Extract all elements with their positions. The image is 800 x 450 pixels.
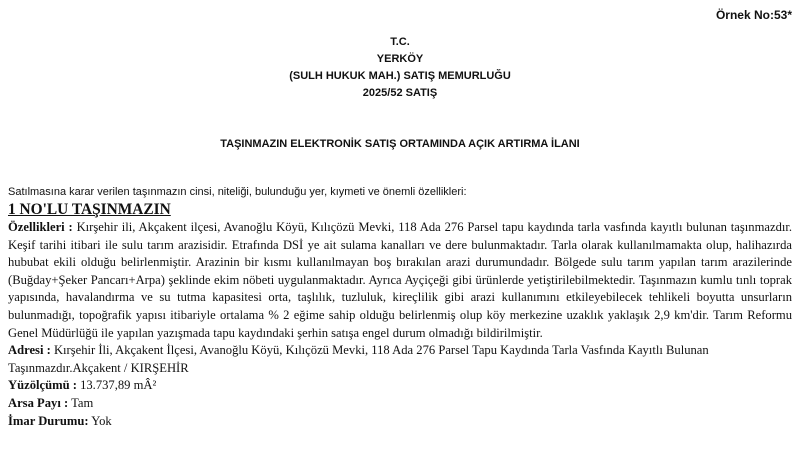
area-value: 13.737,89 mÂ²: [76, 378, 157, 393]
area-line: [8, 377, 792, 395]
share-line: [8, 395, 792, 413]
header-office: (SULH HUKUK MAH.) SATIŞ MEMURLUĞU: [289, 70, 511, 82]
share-label: Arsa Payı :: [8, 395, 69, 410]
zoning-label: İmar Durumu:: [8, 413, 89, 428]
share-value: Tam: [68, 395, 94, 410]
sample-number: Örnek No:53*: [715, 8, 792, 22]
features-paragraph: [8, 219, 792, 342]
header-district: YERKÖY: [376, 53, 424, 65]
address-paragraph: [8, 342, 792, 377]
property-heading: 1 NO'LU TAŞINMAZIN: [8, 201, 171, 218]
intro-text: Satılmasına karar verilen taşınmazın cinsi, niteliği, bulunduğu yer, kıymeti ve önemli özellikleri:: [8, 186, 467, 198]
features-text: Kırşehir ili, Akçakent ilçesi, Avanoğlu Köyü, Kılıçözü Mevki, 118 Ada 276 Parsel tapu kaydında tarla vasfında kayıtlı bulunan taşınmazdır. Keşif tarihi itibari ile sulu tarım arazisidir. Etrafında DSİ ye ait sulama kanalları ve dere bulunmaktadır. Tarla olarak kullanılmamakta olup, halihazırda hububat ekili olduğu belirlenmiştir. Arazinin bir kısmı kullanılmayan boş bırakılan arazi durumundadır. Bölgede sulu tarım yapılan tarım arazilerinde (Buğday+Şeker Pancarı+Arpa) şeklinde ekim nöbeti uygulanmaktadır. Ayrıca Ayçiçeği gibi ürünlerde yetiştirilebilmektedir. Taşınmazın kumlu tınlı toprak yapısında, havalandırma ve su tutma kapasitesi orta, taşlılık, tuzluluk, kireçlilik gibi arazi kullanımını etkileyebilecek tehlikeli boyutta unsurların bulunmadığı, topoğrafik yapısı itibariyle ortalama % 2 eğime sahip olduğu belirlenmiş olup köy merkezine uzaklık yaklaşık 2,9 km'dir. Tarım Reformu Genel Müdürlüğü ile yapılan yazışmada tapu kaydındaki şerhin satışa engel durum olmadığı bildirilmiştir.: [8, 220, 793, 340]
property-details: [8, 201, 792, 430]
zoning-line: [8, 413, 792, 431]
area-label: Yüzölçümü :: [8, 378, 77, 393]
office-header: [0, 34, 800, 102]
header-country: T.C.: [390, 36, 410, 48]
address-label: Adresi :: [8, 343, 51, 358]
features-label: Özellikleri :: [8, 220, 73, 234]
zoning-value: Yok: [88, 413, 112, 428]
header-file-number: 2025/52 SATIŞ: [362, 87, 438, 99]
address-text: Kırşehir İli, Akçakent İlçesi, Avanoğlu Köyü, Kılıçözü Mevki, 118 Ada 276 Parsel Tapu Kaydında Tarla Vasfında Kayıtlı Bulunan Taşınmazdır.Akçakent / KIRŞEHİR: [8, 343, 709, 375]
announcement-title: TAŞINMAZIN ELEKTRONİK SATIŞ ORTAMINDA AÇIK ARTIRMA İLANI: [220, 138, 580, 150]
